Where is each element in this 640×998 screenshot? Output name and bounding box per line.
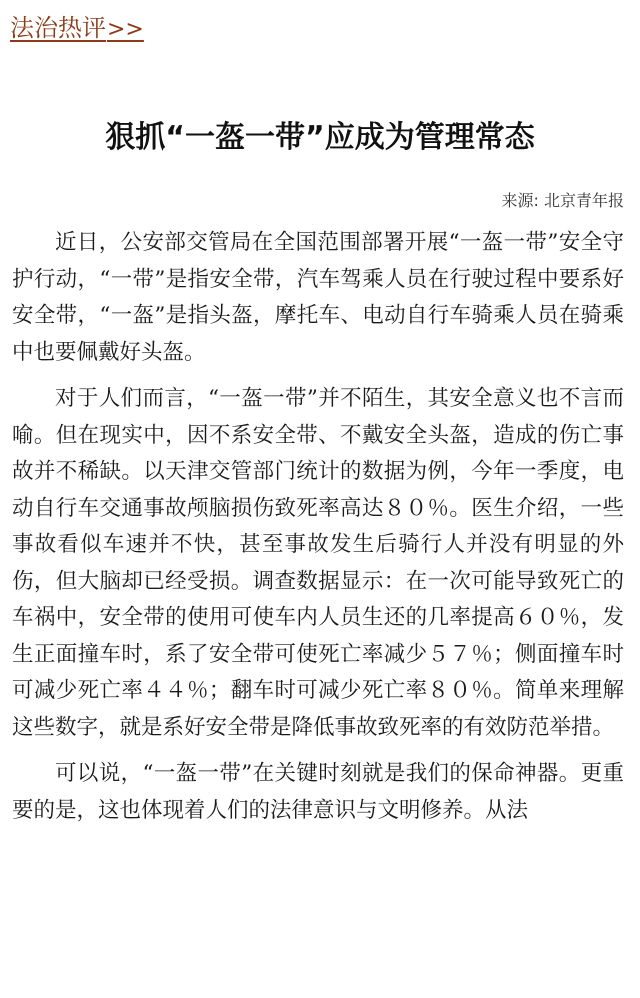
section-label-link[interactable] [10,8,144,43]
article-paragraph: 对于人们而言，“一盔一带”并不陌生，其安全意义也不言而喻。但在现实中，因不系安全带、不戴安全头盔，造成的伤亡事故并不稀缺。以天津交管部门统计的数据为例，今年一季度，电动自行车交通事故颅脑损伤致死率高达８０％。医生介绍，一些事故看似车速并不快，甚至事故发生后骑行人并没有明显的外伤，但大脑却已经受损。调查数据显示：在一次可能导致死亡的车祸中，安全带的使用可使车内人员生还的几率提高６０％，发生正面撞车时，系了安全带可使死亡率减少５７％；侧面撞车时可减少死亡率４４％；翻车时可减少死亡率８０％。简单来理解这些数字，就是系好安全带是降低事故致死率的有效防范举措。 [12,386,624,740]
section-label-text[interactable]: 法治热评 [10,14,106,42]
article-source: 来源: 北京青年报 [501,191,624,210]
section-arrow-icon[interactable]: >> [107,17,144,42]
article-body [12,225,624,839]
article-paragraph: 近日，公安部交管局在全国范围部署开展“一盔一带”安全守护行动，“一带”是指安全带，汽车驾乘人员在行驶过程中要系好安全带，“一盔”是指头盔，摩托车、电动自行车骑乘人员在骑乘中也要佩戴好头盔。 [12,230,624,365]
article-paragraph: 可以说，“一盔一带”在关键时刻就是我们的保命神器。更重要的是，这也体现着人们的法律意识与文明修养。从法 [12,761,624,823]
article-title: 狠抓“一盔一带”应成为管理常态 [105,120,535,156]
